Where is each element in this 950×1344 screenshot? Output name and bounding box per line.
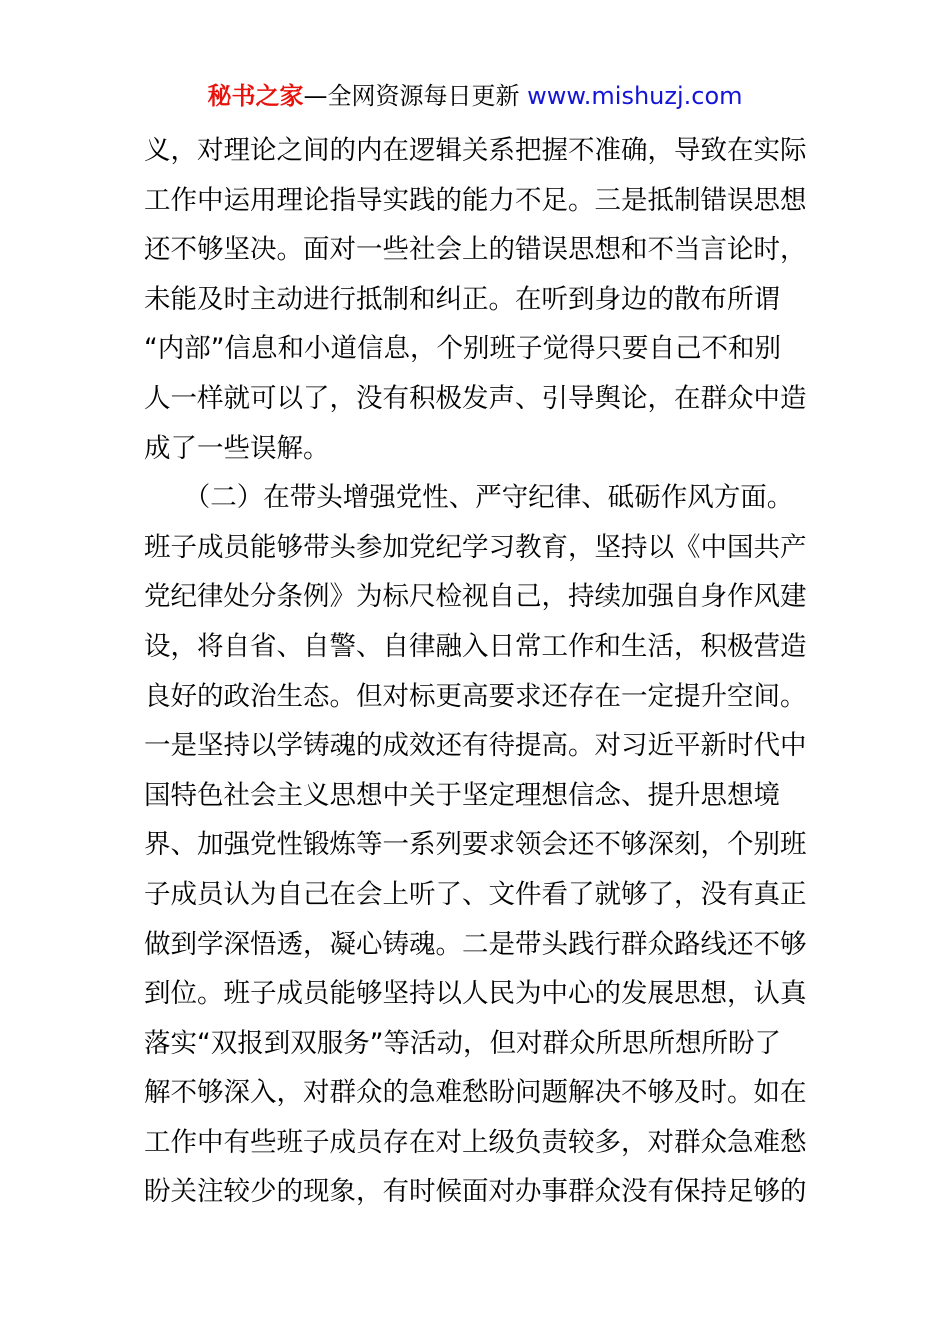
text-line: 还不够坚决。面对一些社会上的错误思想和不当言论时， <box>144 234 807 266</box>
text-line: 成了一些误解。 <box>144 432 330 464</box>
text-line: 义，对理论之间的内在逻辑关系把握不准确，导致在实际 <box>144 135 807 166</box>
section-heading-line: （二）在带头增强党性、严守纪律、砥砺作风方面。 <box>144 482 794 514</box>
text-line: 子成员认为自己在会上听了、文件看了就够了，没有真正 <box>144 878 807 910</box>
text-line: 界、加强党性锻炼等一系列要求领会还不够深刻，个别班 <box>144 829 807 861</box>
text-line: 班子成员能够带头参加党纪学习教育，坚持以《中国共产 <box>144 531 807 563</box>
text-line: 工作中运用理论指导实践的能力不足。三是抵制错误思想 <box>144 184 807 216</box>
header-tagline: —全网资源每日更新 <box>303 82 520 110</box>
site-header <box>0 78 950 114</box>
text-line: 解不够深入，对群众的急难愁盼问题解决不够及时。如在 <box>144 1077 807 1109</box>
text-line: 工作中有些班子成员存在对上级负责较多，对群众急难愁 <box>144 1126 807 1158</box>
brand-name: 秘书之家 <box>207 82 304 110</box>
text-line: 良好的政治生态。但对标更高要求还存在一定提升空间。 <box>144 680 807 712</box>
text-line: 做到学深悟透，凝心铸魂。二是带头践行群众路线还不够 <box>144 928 807 960</box>
text-line: 未能及时主动进行抵制和纠正。在听到身边的散布所谓 <box>144 283 780 315</box>
text-line: 设，将自省、自警、自律融入日常工作和生活，积极营造 <box>144 630 807 662</box>
text-line: 党纪律处分条例》为标尺检视自己，持续加强自身作风建 <box>144 581 807 613</box>
text-line: 盼关注较少的现象，有时候面对办事群众没有保持足够的 <box>144 1176 807 1208</box>
text-line: 到位。班子成员能够坚持以人民为中心的发展思想，认真 <box>144 978 807 1010</box>
text-line: 落实“双报到双服务”等活动，但对群众所思所想所盼了 <box>144 1027 781 1059</box>
text-line: “内部”信息和小道信息，个别班子觉得只要自己不和别 <box>144 333 781 365</box>
site-url-link[interactable]: www.mishuzj.com <box>527 82 743 110</box>
text-line: 人一样就可以了，没有积极发声、引导舆论，在群众中造 <box>144 382 807 414</box>
document-body <box>144 126 809 1217</box>
text-line: 国特色社会主义思想中关于坚定理想信念、提升思想境 <box>144 779 780 811</box>
text-line: 一是坚持以学铸魂的成效还有待提高。对习近平新时代中 <box>144 730 807 762</box>
